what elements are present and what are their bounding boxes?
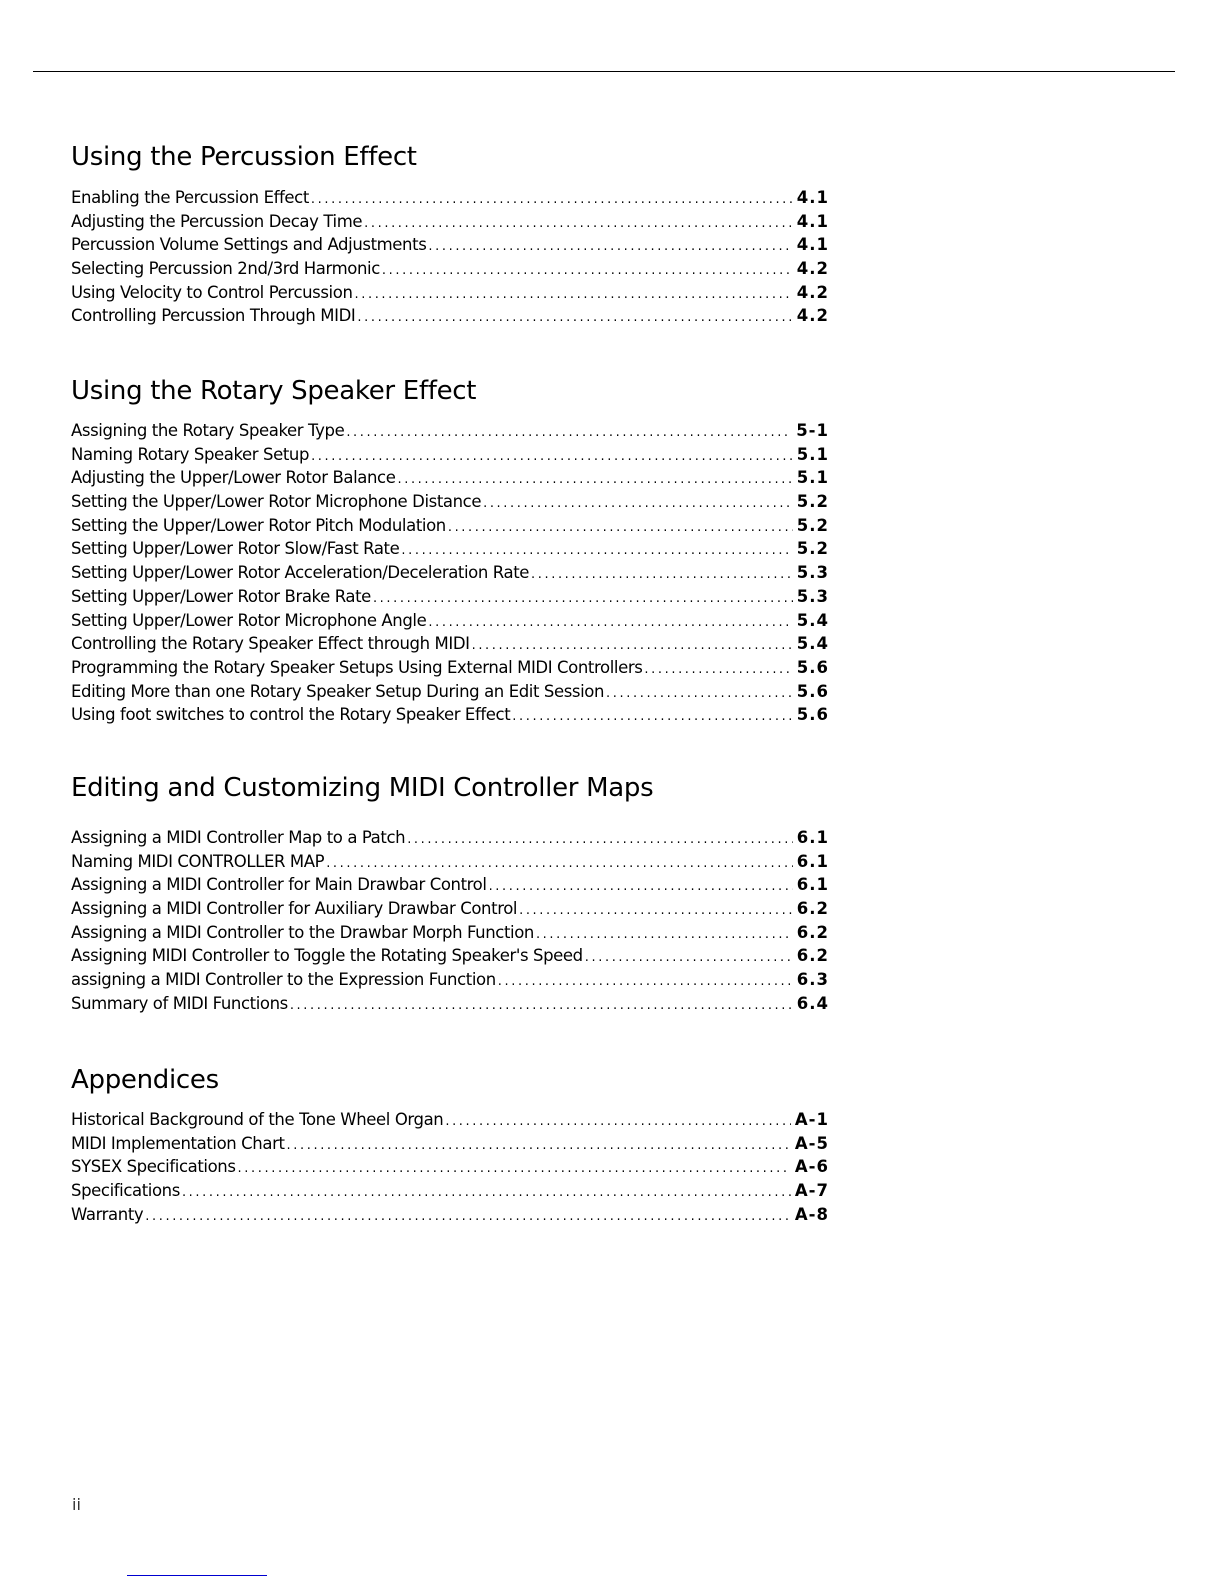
section-heading: Using the Percussion Effect bbox=[71, 142, 417, 172]
toc-entry[interactable] bbox=[71, 992, 829, 1016]
toc-entry[interactable] bbox=[71, 1155, 829, 1179]
entry-page: A-6 bbox=[794, 1157, 829, 1177]
entry-title: Setting the Upper/Lower Rotor Pitch Modulation bbox=[71, 515, 446, 535]
dot-leader bbox=[397, 468, 792, 490]
dot-leader bbox=[536, 923, 793, 945]
dot-leader bbox=[448, 516, 793, 538]
toc-entry[interactable] bbox=[71, 490, 829, 514]
entry-title: Naming Rotary Speaker Setup bbox=[71, 444, 310, 464]
dot-leader bbox=[644, 658, 792, 680]
dot-leader bbox=[401, 539, 792, 561]
entry-title: Setting Upper/Lower Rotor Microphone Angle bbox=[71, 610, 427, 630]
dot-leader bbox=[182, 1181, 791, 1203]
entry-title: Controlling the Rotary Speaker Effect through MIDI bbox=[71, 634, 470, 654]
dot-leader bbox=[145, 1205, 791, 1227]
entry-page: 6.2 bbox=[796, 922, 829, 942]
entry-title: Controlling Percussion Through MIDI bbox=[71, 306, 356, 326]
entry-title: Assigning the Rotary Speaker Type bbox=[71, 421, 345, 440]
entry-title: Setting Upper/Lower Rotor Acceleration/Deceleration Rate bbox=[71, 563, 530, 583]
entry-title: Editing More than one Rotary Speaker Setup During an Edit Session bbox=[71, 681, 605, 701]
dot-leader bbox=[238, 1157, 791, 1179]
entry-title: Percussion Volume Settings and Adjustments bbox=[71, 235, 427, 255]
dot-leader bbox=[290, 994, 793, 1016]
entry-page: 5.2 bbox=[796, 539, 829, 559]
entry-page: 5.6 bbox=[796, 705, 829, 725]
toc-entry[interactable] bbox=[71, 419, 829, 443]
toc-entry[interactable] bbox=[71, 921, 829, 945]
toc-entry[interactable] bbox=[71, 561, 829, 585]
dot-leader bbox=[531, 563, 793, 585]
toc-section-appendices bbox=[71, 1064, 829, 1226]
entry-page: 6.1 bbox=[796, 851, 829, 871]
section-heading: Using the Rotary Speaker Effect bbox=[71, 376, 477, 406]
dot-leader bbox=[357, 306, 792, 328]
entry-page: 5.3 bbox=[796, 563, 829, 583]
toc-entry[interactable] bbox=[71, 680, 829, 704]
toc-entry[interactable] bbox=[71, 632, 829, 656]
entry-page: 5.1 bbox=[796, 444, 829, 464]
entry-page: 5.2 bbox=[796, 515, 829, 535]
entry-page: A-1 bbox=[794, 1110, 829, 1129]
entry-title: Selecting Percussion 2nd/3rd Harmonic bbox=[71, 259, 380, 279]
dot-leader bbox=[364, 212, 793, 234]
entry-title: Historical Background of the Tone Wheel Organ bbox=[71, 1110, 444, 1129]
entry-title: Adjusting the Percussion Decay Time bbox=[71, 211, 363, 231]
header-rule bbox=[33, 71, 1175, 72]
dot-leader bbox=[472, 634, 793, 656]
entry-title: Adjusting the Upper/Lower Rotor Balance bbox=[71, 468, 396, 488]
entry-title: assigning a MIDI Controller to the Expression Function bbox=[71, 970, 496, 990]
page-number: ii bbox=[72, 1495, 81, 1514]
entry-title: Assigning MIDI Controller to Toggle the Rotating Speaker's Speed bbox=[71, 946, 583, 966]
toc-entry[interactable] bbox=[71, 585, 829, 609]
entry-title: Assigning a MIDI Controller for Main Drawbar Control bbox=[71, 875, 487, 895]
entry-page: 6.3 bbox=[796, 970, 829, 990]
dot-leader bbox=[428, 235, 792, 257]
toc-section-rotary-speaker bbox=[71, 375, 829, 727]
dot-leader bbox=[311, 188, 793, 210]
toc-entry[interactable] bbox=[71, 944, 829, 968]
entry-title: Setting Upper/Lower Rotor Brake Rate bbox=[71, 586, 371, 606]
toc-entry[interactable] bbox=[71, 514, 829, 538]
toc-entry[interactable] bbox=[71, 304, 829, 328]
entry-title: Summary of MIDI Functions bbox=[71, 993, 288, 1013]
dot-leader bbox=[355, 283, 793, 305]
entry-page: 6.4 bbox=[796, 993, 829, 1013]
entry-page: 4.1 bbox=[796, 188, 829, 207]
section-heading: Editing and Customizing MIDI Controller Maps bbox=[71, 773, 654, 803]
toc-entry[interactable] bbox=[71, 656, 829, 680]
toc-section-midi-maps bbox=[71, 772, 829, 1016]
entry-title: Setting Upper/Lower Rotor Slow/Fast Rate bbox=[71, 539, 400, 559]
toc-entry[interactable] bbox=[71, 897, 829, 921]
entry-title: MIDI Implementation Chart bbox=[71, 1133, 285, 1153]
entry-page: 5-1 bbox=[796, 421, 829, 440]
toc-entry[interactable] bbox=[71, 466, 829, 490]
toc-entry[interactable] bbox=[71, 233, 829, 257]
dot-leader bbox=[483, 492, 793, 514]
entry-title: Warranty bbox=[71, 1204, 144, 1224]
entry-title: Naming MIDI CONTROLLER MAP bbox=[71, 851, 325, 871]
dot-leader bbox=[512, 705, 792, 727]
entry-title: Assigning a MIDI Controller Map to a Patch bbox=[71, 828, 406, 847]
toc-entry[interactable] bbox=[71, 1203, 829, 1227]
toc-entry[interactable] bbox=[71, 281, 829, 305]
entry-page: 5.6 bbox=[796, 657, 829, 677]
entry-title: SYSEX Specifications bbox=[71, 1157, 236, 1177]
toc-entry[interactable] bbox=[71, 609, 829, 633]
entry-page: 4.1 bbox=[796, 211, 829, 231]
entry-page: 4.2 bbox=[796, 306, 829, 326]
entry-page: 4.2 bbox=[796, 259, 829, 279]
dot-leader bbox=[287, 1134, 791, 1156]
dot-leader bbox=[373, 587, 793, 609]
entry-title: Assigning a MIDI Controller to the Drawbar Morph Function bbox=[71, 922, 534, 942]
entry-page: 5.3 bbox=[796, 586, 829, 606]
entry-title: Enabling the Percussion Effect bbox=[71, 188, 309, 207]
toc-entry[interactable] bbox=[71, 1108, 829, 1132]
dot-leader bbox=[428, 611, 792, 633]
toc-entry[interactable] bbox=[71, 703, 829, 727]
dot-leader bbox=[382, 259, 793, 281]
dot-leader bbox=[585, 946, 793, 968]
toc-entry[interactable] bbox=[71, 257, 829, 281]
entry-page: 6.1 bbox=[796, 828, 829, 847]
toc-entry[interactable] bbox=[71, 1132, 829, 1156]
entry-page: 4.2 bbox=[796, 282, 829, 302]
toc-section-percussion bbox=[71, 141, 829, 328]
toc-entry[interactable] bbox=[71, 850, 829, 874]
toc-entry[interactable] bbox=[71, 826, 829, 850]
dot-leader bbox=[606, 682, 793, 704]
dot-leader bbox=[519, 899, 793, 921]
toc-entry[interactable] bbox=[71, 873, 829, 897]
entry-page: 6.1 bbox=[796, 875, 829, 895]
entry-title: Using Velocity to Control Percussion bbox=[71, 282, 353, 302]
dot-leader bbox=[498, 970, 793, 992]
toc-entry[interactable] bbox=[71, 537, 829, 561]
toc-entry[interactable] bbox=[71, 1179, 829, 1203]
entry-page: 5.2 bbox=[796, 492, 829, 512]
entry-title: Assigning a MIDI Controller for Auxiliary Drawbar Control bbox=[71, 899, 518, 919]
toc-entry[interactable] bbox=[71, 968, 829, 992]
dot-leader bbox=[407, 828, 793, 850]
entry-page: 6.2 bbox=[796, 899, 829, 919]
entry-page: 5.1 bbox=[796, 468, 829, 488]
dot-leader bbox=[311, 445, 793, 467]
entry-page: 5.4 bbox=[796, 610, 829, 630]
link-underline bbox=[127, 1575, 267, 1576]
entry-page: 6.2 bbox=[796, 946, 829, 966]
entry-page: A-5 bbox=[794, 1133, 829, 1153]
dot-leader bbox=[445, 1110, 791, 1132]
toc-entry[interactable] bbox=[71, 443, 829, 467]
entry-title: Setting the Upper/Lower Rotor Microphone Distance bbox=[71, 492, 482, 512]
dot-leader bbox=[489, 875, 793, 897]
toc-entry[interactable] bbox=[71, 210, 829, 234]
entry-page: 5.4 bbox=[796, 634, 829, 654]
entry-page: A-7 bbox=[794, 1181, 829, 1201]
dot-leader bbox=[346, 421, 792, 443]
entry-page: A-8 bbox=[794, 1204, 829, 1224]
entry-title: Specifications bbox=[71, 1181, 180, 1201]
toc-entry[interactable] bbox=[71, 186, 829, 210]
entry-page: 4.1 bbox=[796, 235, 829, 255]
dot-leader bbox=[326, 852, 793, 874]
entry-title: Programming the Rotary Speaker Setups Using External MIDI Controllers bbox=[71, 657, 643, 677]
entry-page: 5.6 bbox=[796, 681, 829, 701]
entry-title: Using foot switches to control the Rotary Speaker Effect bbox=[71, 705, 511, 725]
section-heading: Appendices bbox=[71, 1065, 219, 1095]
